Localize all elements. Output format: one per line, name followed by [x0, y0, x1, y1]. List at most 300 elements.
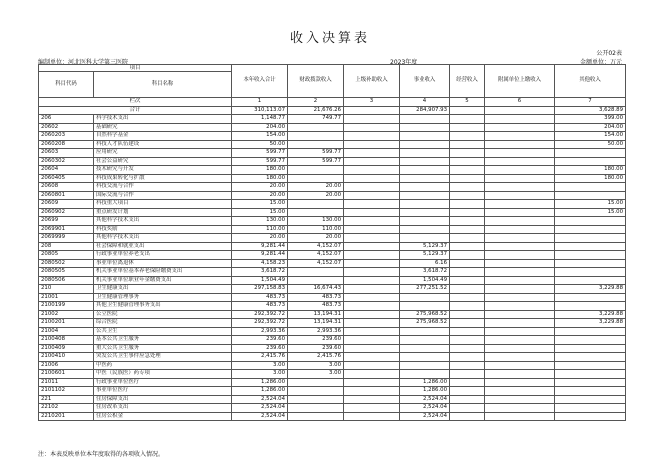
subject-code: 2080506 [39, 276, 94, 285]
amount-cell [555, 404, 626, 413]
subject-name: 其他科学技术支出 [94, 234, 232, 243]
total-value: 284,907.93 [400, 106, 450, 115]
amount-cell [485, 404, 555, 413]
amount-cell [288, 395, 344, 404]
table-row [39, 259, 626, 268]
subject-name: 科技人才队伍建设 [94, 140, 232, 149]
subject-name: 科技交流与合作 [94, 183, 232, 192]
amount-cell [485, 174, 555, 183]
subject-code: 2069999 [39, 234, 94, 243]
column-number: 3 [344, 98, 400, 107]
amount-cell [344, 191, 400, 200]
amount-cell: 2,524.04 [232, 404, 288, 413]
subject-code: 20699 [39, 217, 94, 226]
amount-cell [288, 208, 344, 217]
amount-cell [485, 319, 555, 328]
amount-cell [400, 361, 450, 370]
amount-cell: 2,993.36 [288, 327, 344, 336]
amount-cell [555, 242, 626, 251]
subject-name: 卫生健康管理事务 [94, 293, 232, 302]
subject-name: 社会公益研究 [94, 157, 232, 166]
amount-cell [555, 387, 626, 396]
amount-cell [344, 361, 400, 370]
amount-cell [555, 353, 626, 362]
table-row [39, 217, 626, 226]
amount-cell [450, 268, 485, 277]
income-table [38, 64, 626, 421]
amount-cell [450, 319, 485, 328]
amount-cell: 204.00 [555, 123, 626, 132]
amount-cell: 239.60 [288, 336, 344, 345]
amount-cell: 4,152.07 [288, 242, 344, 251]
amount-cell: 4,152.07 [288, 251, 344, 260]
amount-cell: 599.77 [232, 157, 288, 166]
amount-cell: 5,129.37 [400, 251, 450, 260]
amount-cell: 2,524.04 [400, 404, 450, 413]
amount-cell: 3.00 [288, 370, 344, 379]
amount-cell [485, 387, 555, 396]
table-note: 注：本表反映单位本年度取得的各项收入情况。 [38, 451, 165, 458]
subject-name: 卫生健康支出 [94, 285, 232, 294]
subject-code: 2060405 [39, 174, 94, 183]
table-row [39, 361, 626, 370]
amount-cell [344, 157, 400, 166]
amount-cell [450, 251, 485, 260]
header-business: 事业收入 [400, 65, 450, 98]
amount-cell [485, 310, 555, 319]
amount-cell [485, 234, 555, 243]
amount-cell [344, 123, 400, 132]
amount-cell [344, 234, 400, 243]
amount-cell: 50.00 [555, 140, 626, 149]
subject-name: 国际交流与合作 [94, 191, 232, 200]
amount-cell [555, 327, 626, 336]
amount-cell [485, 268, 555, 277]
amount-cell [450, 140, 485, 149]
amount-cell [450, 378, 485, 387]
header-code: 科目代码 [39, 72, 94, 98]
table-row [39, 191, 626, 200]
amount-cell: 2,524.04 [232, 412, 288, 421]
amount-cell [450, 361, 485, 370]
column-number: 1 [232, 98, 288, 107]
amount-cell [450, 302, 485, 311]
subject-code: 20604 [39, 166, 94, 175]
amount-cell [400, 344, 450, 353]
subject-code: 2080505 [39, 268, 94, 277]
amount-cell: 110.00 [288, 225, 344, 234]
amount-cell [344, 412, 400, 421]
table-row [39, 251, 626, 260]
amount-cell: 20.00 [288, 191, 344, 200]
amount-cell [485, 217, 555, 226]
amount-cell: 292,392.72 [232, 310, 288, 319]
subject-code: 22102 [39, 404, 94, 413]
subject-code: 2100199 [39, 302, 94, 311]
subject-code: 2100601 [39, 370, 94, 379]
subject-code: 21001 [39, 293, 94, 302]
column-number: 6 [485, 98, 555, 107]
amount-cell [555, 183, 626, 192]
subject-name: 社会保障和就业支出 [94, 242, 232, 251]
amount-cell [450, 132, 485, 141]
amount-cell: 110.00 [232, 225, 288, 234]
amount-cell [344, 310, 400, 319]
subject-name: 其他卫生健康管理事务支出 [94, 302, 232, 311]
table-row [39, 387, 626, 396]
page-title: 收入决算表 [289, 31, 370, 46]
amount-cell [450, 293, 485, 302]
amount-cell [485, 276, 555, 285]
compiling-unit: 编制单位：河北医科大学第三医院 [38, 59, 129, 66]
subject-code: 2101102 [39, 387, 94, 396]
amount-cell [555, 234, 626, 243]
subject-code: 2069901 [39, 225, 94, 234]
amount-cell [400, 157, 450, 166]
amount-cell: 275,968.52 [400, 310, 450, 319]
header-total: 本年收入合计 [232, 65, 288, 98]
amount-cell [344, 353, 400, 362]
amount-cell [400, 166, 450, 175]
subject-code: 210 [39, 285, 94, 294]
amount-cell [485, 327, 555, 336]
subject-name: 公立医院 [94, 310, 232, 319]
amount-cell: 20.00 [288, 183, 344, 192]
table-row [39, 166, 626, 175]
amount-cell [485, 157, 555, 166]
header-project: 项目 [39, 65, 232, 72]
table-row [39, 268, 626, 277]
amount-cell: 1,286.00 [232, 378, 288, 387]
subject-name: 科技奖励 [94, 225, 232, 234]
form-number: 公开02表 [596, 50, 622, 57]
subject-name: 机关事业单位职业年金缴费支出 [94, 276, 232, 285]
currency-unit: 金额单位：万元 [579, 59, 622, 66]
amount-cell [555, 395, 626, 404]
amount-cell: 1,286.00 [400, 387, 450, 396]
amount-cell [485, 166, 555, 175]
amount-cell [344, 149, 400, 158]
amount-cell [344, 183, 400, 192]
amount-cell: 239.60 [288, 344, 344, 353]
amount-cell [485, 251, 555, 260]
amount-cell [555, 344, 626, 353]
amount-cell: 292,392.72 [232, 319, 288, 328]
amount-cell [344, 225, 400, 234]
table-row [39, 149, 626, 158]
amount-cell: 3,229.88 [555, 319, 626, 328]
table-row [39, 353, 626, 362]
amount-cell [400, 115, 450, 124]
amount-cell: 483.73 [232, 302, 288, 311]
amount-cell [485, 208, 555, 217]
subject-name: 应用研究 [94, 149, 232, 158]
amount-cell [555, 268, 626, 277]
amount-cell: 239.60 [232, 344, 288, 353]
header-name: 科目名称 [94, 72, 232, 98]
amount-cell [344, 395, 400, 404]
header-affiliate: 附属单位上缴收入 [485, 65, 555, 98]
amount-cell: 3,229.88 [555, 285, 626, 294]
amount-cell [288, 123, 344, 132]
subject-name: 住房保障支出 [94, 395, 232, 404]
amount-cell [450, 310, 485, 319]
amount-cell: 15.00 [555, 208, 626, 217]
subject-code: 21011 [39, 378, 94, 387]
amount-cell [344, 404, 400, 413]
subject-code: 206 [39, 115, 94, 124]
amount-cell [450, 370, 485, 379]
amount-cell [400, 336, 450, 345]
amount-cell [344, 115, 400, 124]
amount-cell [485, 336, 555, 345]
amount-cell: 2,524.04 [400, 412, 450, 421]
amount-cell: 277,251.52 [400, 285, 450, 294]
amount-cell [344, 387, 400, 396]
amount-cell: 599.77 [288, 157, 344, 166]
amount-cell: 15.00 [555, 200, 626, 209]
amount-cell: 6.16 [400, 259, 450, 268]
table-row [39, 132, 626, 141]
amount-cell [450, 259, 485, 268]
amount-cell [485, 361, 555, 370]
amount-cell [485, 344, 555, 353]
amount-cell: 15.00 [232, 200, 288, 209]
subject-code: 221 [39, 395, 94, 404]
amount-cell [344, 378, 400, 387]
amount-cell [450, 327, 485, 336]
amount-cell [450, 242, 485, 251]
subject-name: 事业单位离退休 [94, 259, 232, 268]
table-row [39, 276, 626, 285]
column-number: 7 [555, 98, 626, 107]
amount-cell [450, 276, 485, 285]
amount-cell [485, 225, 555, 234]
amount-cell [344, 285, 400, 294]
header-other: 其他收入 [555, 65, 626, 98]
amount-cell: 4,152.07 [288, 259, 344, 268]
amount-cell [485, 132, 555, 141]
amount-cell: 599.77 [288, 149, 344, 158]
amount-cell: 3,618.72 [232, 268, 288, 277]
amount-cell: 180.00 [232, 166, 288, 175]
subject-name: 科技成果转化与扩散 [94, 174, 232, 183]
amount-cell: 16,674.43 [288, 285, 344, 294]
amount-cell [288, 412, 344, 421]
amount-cell [555, 217, 626, 226]
amount-cell [344, 208, 400, 217]
subject-name: 重点研发计划 [94, 208, 232, 217]
amount-cell [450, 344, 485, 353]
subject-code: 20608 [39, 183, 94, 192]
amount-cell [288, 174, 344, 183]
table-row [39, 123, 626, 132]
amount-cell [288, 200, 344, 209]
amount-cell [400, 123, 450, 132]
amount-cell [288, 378, 344, 387]
table-row [39, 293, 626, 302]
subject-code: 2060203 [39, 132, 94, 141]
table-row [39, 395, 626, 404]
subject-code: 20609 [39, 200, 94, 209]
table-row [39, 242, 626, 251]
amount-cell: 2,524.04 [232, 395, 288, 404]
amount-cell: 15.00 [232, 208, 288, 217]
amount-cell [485, 149, 555, 158]
amount-cell: 1,504.49 [400, 276, 450, 285]
subject-code: 2060302 [39, 157, 94, 166]
amount-cell [485, 370, 555, 379]
amount-cell [344, 166, 400, 175]
subject-code: 208 [39, 242, 94, 251]
amount-cell [344, 327, 400, 336]
amount-cell: 4,158.23 [232, 259, 288, 268]
subject-name: 住房公积金 [94, 412, 232, 421]
subject-code: 2100201 [39, 319, 94, 328]
amount-cell: 1,286.00 [232, 387, 288, 396]
amount-cell [400, 293, 450, 302]
amount-cell [400, 140, 450, 149]
amount-cell [485, 200, 555, 209]
table-row [39, 327, 626, 336]
amount-cell: 483.73 [288, 302, 344, 311]
amount-cell: 2,524.04 [400, 395, 450, 404]
amount-cell [450, 200, 485, 209]
subject-code: 2080502 [39, 259, 94, 268]
amount-cell [400, 370, 450, 379]
amount-cell: 1,504.49 [232, 276, 288, 285]
amount-cell: 2,415.76 [232, 353, 288, 362]
amount-cell: 20.00 [232, 234, 288, 243]
subject-code: 2100409 [39, 344, 94, 353]
amount-cell [485, 378, 555, 387]
amount-cell [400, 174, 450, 183]
table-row [39, 140, 626, 149]
amount-cell [555, 370, 626, 379]
amount-cell: 20.00 [288, 234, 344, 243]
amount-cell [344, 336, 400, 345]
amount-cell [400, 132, 450, 141]
amount-cell: 154.00 [555, 132, 626, 141]
amount-cell: 2,993.36 [232, 327, 288, 336]
amount-cell [555, 302, 626, 311]
table-row [39, 319, 626, 328]
amount-cell: 3.00 [288, 361, 344, 370]
amount-cell [344, 242, 400, 251]
amount-cell: 20.00 [232, 183, 288, 192]
amount-cell [485, 412, 555, 421]
subject-name: 重大公共卫生服务 [94, 344, 232, 353]
column-number: 5 [450, 98, 485, 107]
amount-cell [485, 285, 555, 294]
subject-name: 中医药 [94, 361, 232, 370]
amount-cell [450, 174, 485, 183]
table-row [39, 378, 626, 387]
amount-cell [344, 200, 400, 209]
subject-code: 20805 [39, 251, 94, 260]
amount-cell: 483.73 [232, 293, 288, 302]
amount-cell [555, 293, 626, 302]
amount-cell [555, 191, 626, 200]
subject-code: 2060902 [39, 208, 94, 217]
amount-cell: 20.00 [232, 191, 288, 200]
amount-cell [288, 268, 344, 277]
total-value [344, 106, 400, 115]
total-value: 310,113.07 [232, 106, 288, 115]
amount-cell [555, 259, 626, 268]
subject-name: 科学技术支出 [94, 115, 232, 124]
amount-cell: 3,618.72 [400, 268, 450, 277]
amount-cell [344, 344, 400, 353]
amount-cell [288, 276, 344, 285]
table-row [39, 412, 626, 421]
amount-cell [450, 208, 485, 217]
table-row [39, 404, 626, 413]
amount-cell [450, 412, 485, 421]
subject-name: 基础研究 [94, 123, 232, 132]
amount-cell [555, 361, 626, 370]
amount-cell [450, 149, 485, 158]
subject-name: 其他科学技术支出 [94, 217, 232, 226]
amount-cell [450, 183, 485, 192]
amount-cell [450, 404, 485, 413]
amount-cell [344, 259, 400, 268]
amount-cell [400, 327, 450, 336]
table-row [39, 302, 626, 311]
amount-cell: 9,281.44 [232, 251, 288, 260]
amount-cell [400, 234, 450, 243]
subject-code: 2060208 [39, 140, 94, 149]
amount-cell [450, 123, 485, 132]
amount-cell: 399.00 [555, 115, 626, 124]
amount-cell [344, 268, 400, 277]
amount-cell: 483.73 [288, 293, 344, 302]
amount-cell [555, 157, 626, 166]
header-superior: 上级补助收入 [344, 65, 400, 98]
table-row [39, 234, 626, 243]
subject-name: 公共卫生 [94, 327, 232, 336]
amount-cell [344, 217, 400, 226]
amount-cell [450, 336, 485, 345]
amount-cell [344, 319, 400, 328]
fiscal-year: 2023年度 [390, 59, 418, 66]
amount-cell [400, 149, 450, 158]
header-operating: 经营收入 [450, 65, 485, 98]
subject-code: 20602 [39, 123, 94, 132]
amount-cell [450, 217, 485, 226]
amount-cell [450, 191, 485, 200]
amount-cell: 275,968.52 [400, 319, 450, 328]
amount-cell [344, 276, 400, 285]
amount-cell: 239.60 [232, 336, 288, 345]
table-row [39, 183, 626, 192]
amount-cell: 5,129.37 [400, 242, 450, 251]
subject-name: 事业单位医疗 [94, 387, 232, 396]
subject-name: 基本公共卫生服务 [94, 336, 232, 345]
amount-cell [450, 225, 485, 234]
amount-cell [450, 395, 485, 404]
amount-cell [400, 225, 450, 234]
amount-cell [485, 259, 555, 268]
amount-cell [450, 387, 485, 396]
amount-cell [400, 200, 450, 209]
column-label: 栏次 [39, 98, 232, 107]
table-row [39, 174, 626, 183]
amount-cell [485, 242, 555, 251]
amount-cell: 3.00 [232, 361, 288, 370]
table-row [39, 344, 626, 353]
amount-cell [555, 225, 626, 234]
